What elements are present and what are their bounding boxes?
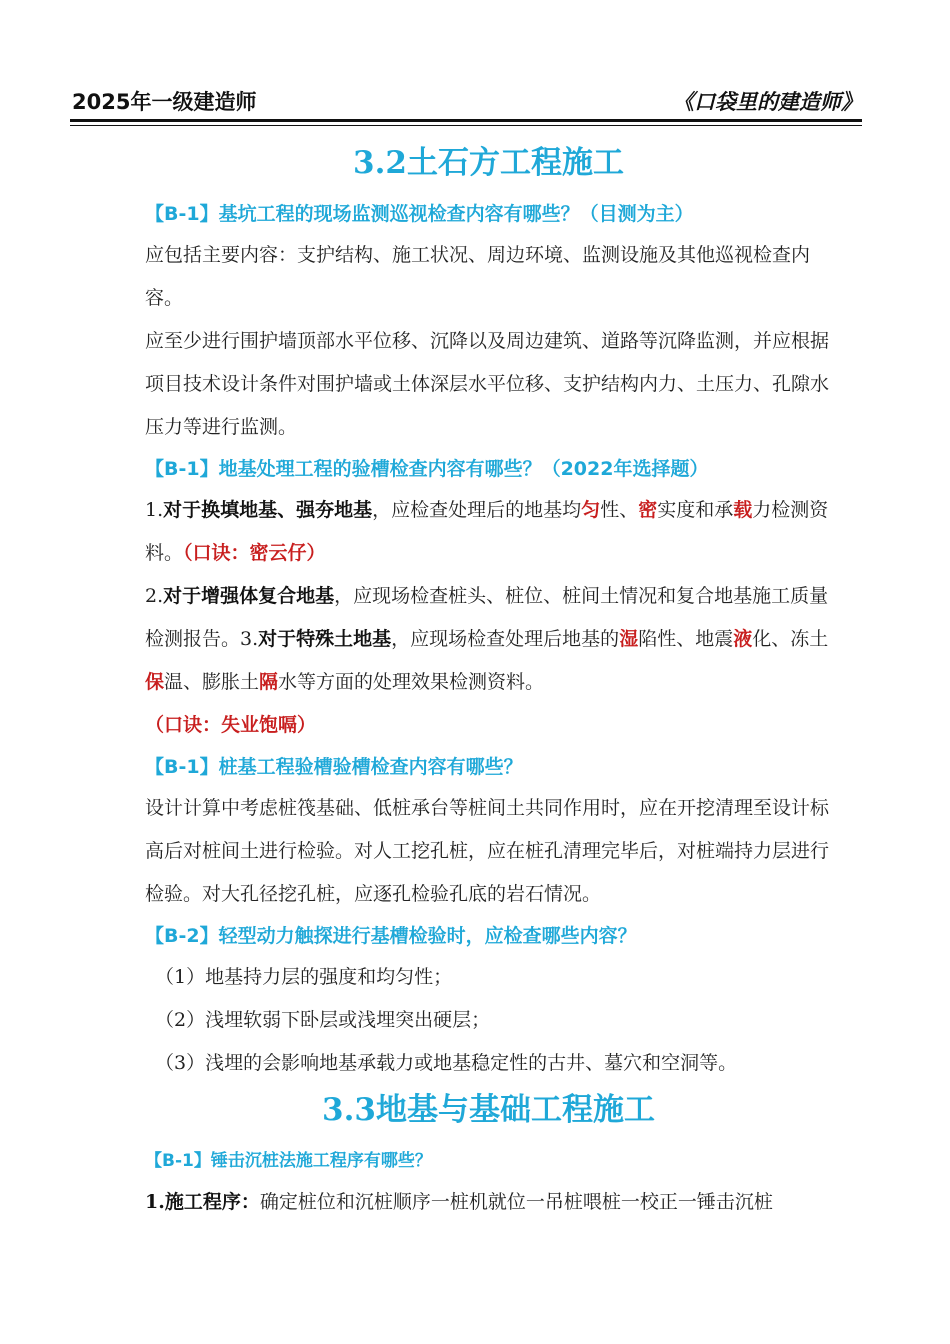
header-rule-thick bbox=[70, 119, 862, 122]
answer-paragraph: 应包括主要内容：支护结构、施工状况、周边环境、监测设施及其他巡视检查内容。 bbox=[145, 244, 811, 309]
answer-keyword: 对于增强体复合地基 bbox=[163, 585, 335, 607]
question-heading: 【B-2】轻型动力触探进行基槽检验时，应检查哪些内容？ bbox=[145, 925, 637, 947]
list-item: （2）浅埋软弱下卧层或浅埋突出硬层； bbox=[155, 1009, 491, 1031]
mnemonic-char: 隔 bbox=[259, 671, 279, 693]
header-right-title: 《口袋里的建造师》 bbox=[673, 90, 862, 114]
mnemonic-char: 密 bbox=[638, 499, 658, 521]
answer-paragraph: 应至少进行围护墙顶部水平位移、沉降以及周边建筑、道路等沉降监测，并应根据项目技术设计条件对围护墙或土体深层水平位移、支护结构内力、土压力、孔隙水压力等进行监测。 bbox=[145, 330, 830, 438]
answer-keyword: 对于换填地基、强夯地基 bbox=[163, 499, 373, 521]
question-heading: 【B-1】桩基工程验槽验槽检查内容有哪些？ bbox=[145, 756, 523, 778]
answer-keyword: 1.施工程序： bbox=[145, 1191, 260, 1213]
question-heading: 【B-1】锤击沉桩法施工程序有哪些？ bbox=[145, 1151, 432, 1171]
section-title-3-2: 3.2土石方工程施工 bbox=[353, 145, 624, 181]
mnemonic-char: 载 bbox=[733, 499, 753, 521]
answer-text: 力检测资料。 bbox=[145, 499, 829, 564]
mnemonic-char: 湿 bbox=[619, 628, 639, 650]
mnemonic-char: 保 bbox=[145, 671, 165, 693]
page-header bbox=[72, 86, 862, 116]
mnemonic-char: 液 bbox=[733, 628, 753, 650]
answer-text: 性、 bbox=[600, 499, 639, 521]
answer-text: 陷性、地震 bbox=[638, 628, 734, 650]
question-heading: 【B-1】基坑工程的现场监测巡视检查内容有哪些？（目测为主） bbox=[145, 203, 694, 225]
header-left-title: 2025年一级建造师 bbox=[72, 90, 257, 114]
answer-text: ，应现场检查处理后地基的 bbox=[391, 628, 620, 650]
answer-number: 1. bbox=[145, 499, 164, 521]
answer-paragraph bbox=[145, 489, 832, 575]
section-title-3-3: 3.3地基与基础工程施工 bbox=[322, 1092, 655, 1128]
answer-text: ，应现场检查桩头、桩位、桩间土情况和复合地基施工质量检测报告。 bbox=[145, 585, 829, 650]
answer-text: 温、膨胀土 bbox=[164, 671, 260, 693]
answer-paragraph bbox=[145, 575, 832, 704]
page-content bbox=[145, 138, 832, 1224]
answer-text: ，应检查处理后的地基均 bbox=[372, 499, 582, 521]
answer-paragraph: 设计计算中考虑桩筏基础、低桩承台等桩间土共同作用时，应在开挖清理至设计标高后对桩间土进行检验。对人工挖孔桩，应在桩孔清理完毕后，对桩端持力层进行检验。对大孔径挖孔桩，应逐孔检验孔底的岩石情况。 bbox=[145, 797, 830, 905]
answer-text: 水等方面的处理效果检测资料。 bbox=[278, 671, 545, 693]
question-heading: 【B-1】地基处理工程的验槽检查内容有哪些？（2022年选择题） bbox=[145, 458, 709, 480]
list-item: （3）浅埋的会影响地基承载力或地基稳定性的古井、墓穴和空洞等。 bbox=[155, 1052, 738, 1074]
answer-keyword: 对于特殊土地基 bbox=[258, 628, 392, 650]
answer-text: 化、冻土 bbox=[752, 628, 829, 650]
answer-paragraph bbox=[145, 1181, 832, 1224]
mnemonic-char: 匀 bbox=[581, 499, 601, 521]
mnemonic-tip: （口诀：密云仔） bbox=[183, 542, 326, 564]
answer-number: 2. bbox=[145, 585, 164, 607]
answer-text: 实度和承 bbox=[657, 499, 734, 521]
header-rule-thin bbox=[70, 125, 862, 126]
mnemonic-tip: （口诀：失业饱嗝） bbox=[145, 714, 317, 736]
answer-text: 确定桩位和沉桩顺序一桩机就位一吊桩喂桩一校正一锤击沉桩 bbox=[259, 1191, 773, 1213]
answer-number: 3. bbox=[240, 628, 259, 650]
list-item: （1）地基持力层的强度和均匀性； bbox=[155, 966, 453, 988]
